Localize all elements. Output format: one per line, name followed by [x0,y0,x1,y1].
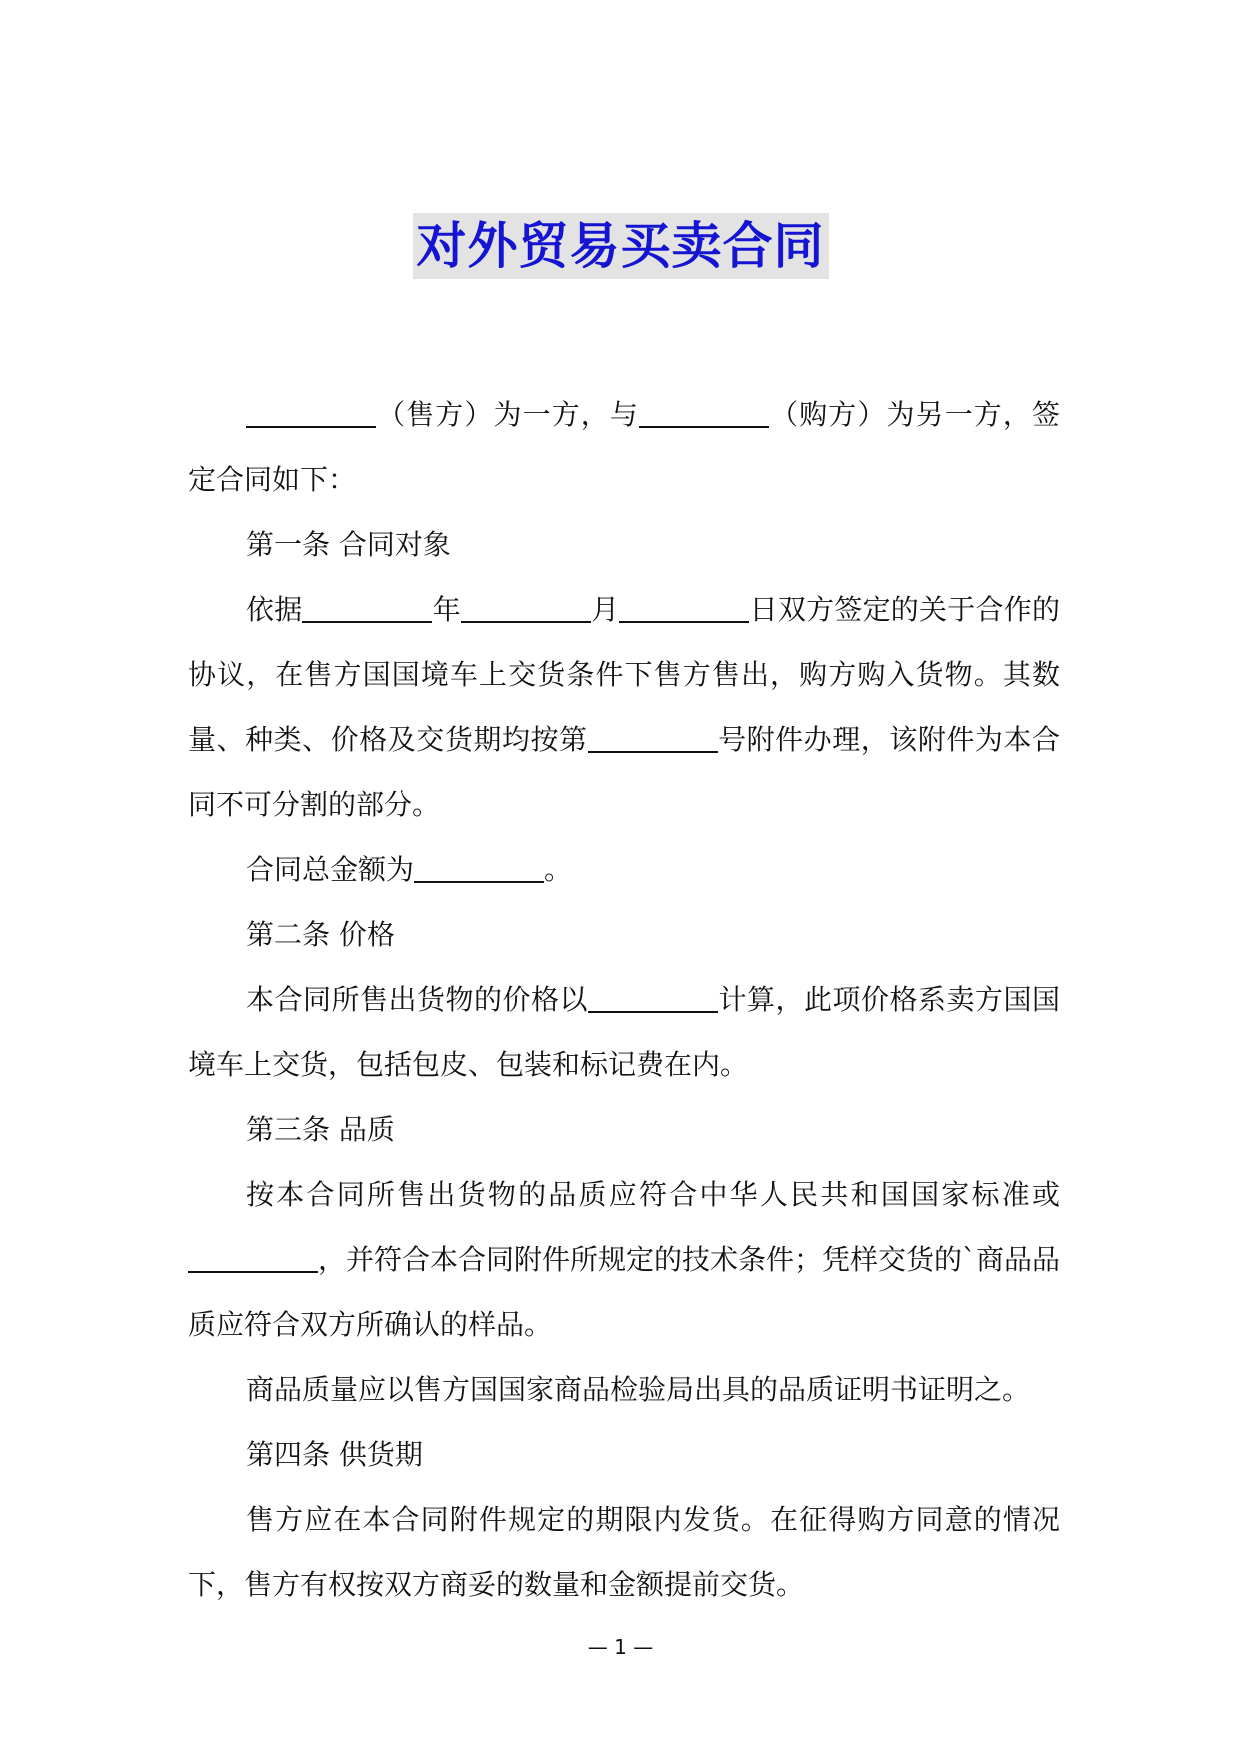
intro-paragraph: （售方）为一方，与 （购方）为另一方，签定合同如下： [188,382,1060,512]
article-1-paragraph-2: 合同总金额为 。 [188,837,1060,902]
annex-number-blank [588,720,718,753]
article-2-paragraph-1: 本合同所售出货物的价格以 计算，此项价格系卖方国国境车上交货，包括包皮、包装和标记费在内。 [188,967,1060,1097]
article-3-paragraph-2: 商品质量应以售方国国家商品检验局出具的品质证明书证明之。 [246,1373,1031,1406]
article-4-paragraph-1: 售方应在本合同附件规定的期限内发货。在征得购方同意的情况下，售方有权按双方商妥的数量和金额提前交货。 [188,1503,1060,1601]
year-blank [302,590,432,623]
article-2-heading: 第二条 价格 [246,918,395,951]
buyer-blank [639,395,769,428]
article-4-heading: 第四条 供货期 [246,1438,423,1471]
document-body [188,382,1060,1617]
article-1-heading: 第一条 合同对象 [246,528,451,561]
total-amount-blank [414,850,544,883]
day-blank [619,590,749,623]
article-3-heading: 第三条 品质 [246,1113,395,1146]
standard-blank [188,1240,318,1273]
title-area [0,213,1241,279]
article-1-paragraph-1: 依据 年 月 日双方签定的关于合作的协议，在售方国国境车上交货条件下售方售出，购方购入货物。其数量、种类、价格及交货期均按第 号附件办理，该附件为本合同不可分割的部分。 [188,577,1060,837]
month-blank [461,590,591,623]
page-number: — 1 — [587,1635,654,1659]
document-title: 对外贸易买卖合同 [413,213,829,279]
seller-blank [246,395,376,428]
price-basis-blank [588,980,718,1013]
article-3-paragraph-1: 按本合同所售出货物的品质应符合中华人民共和国国家标准或，并符合本合同附件所规定的技术条件；凭样交货的`商品品质应符合双方所确认的样品。 [188,1178,1061,1341]
